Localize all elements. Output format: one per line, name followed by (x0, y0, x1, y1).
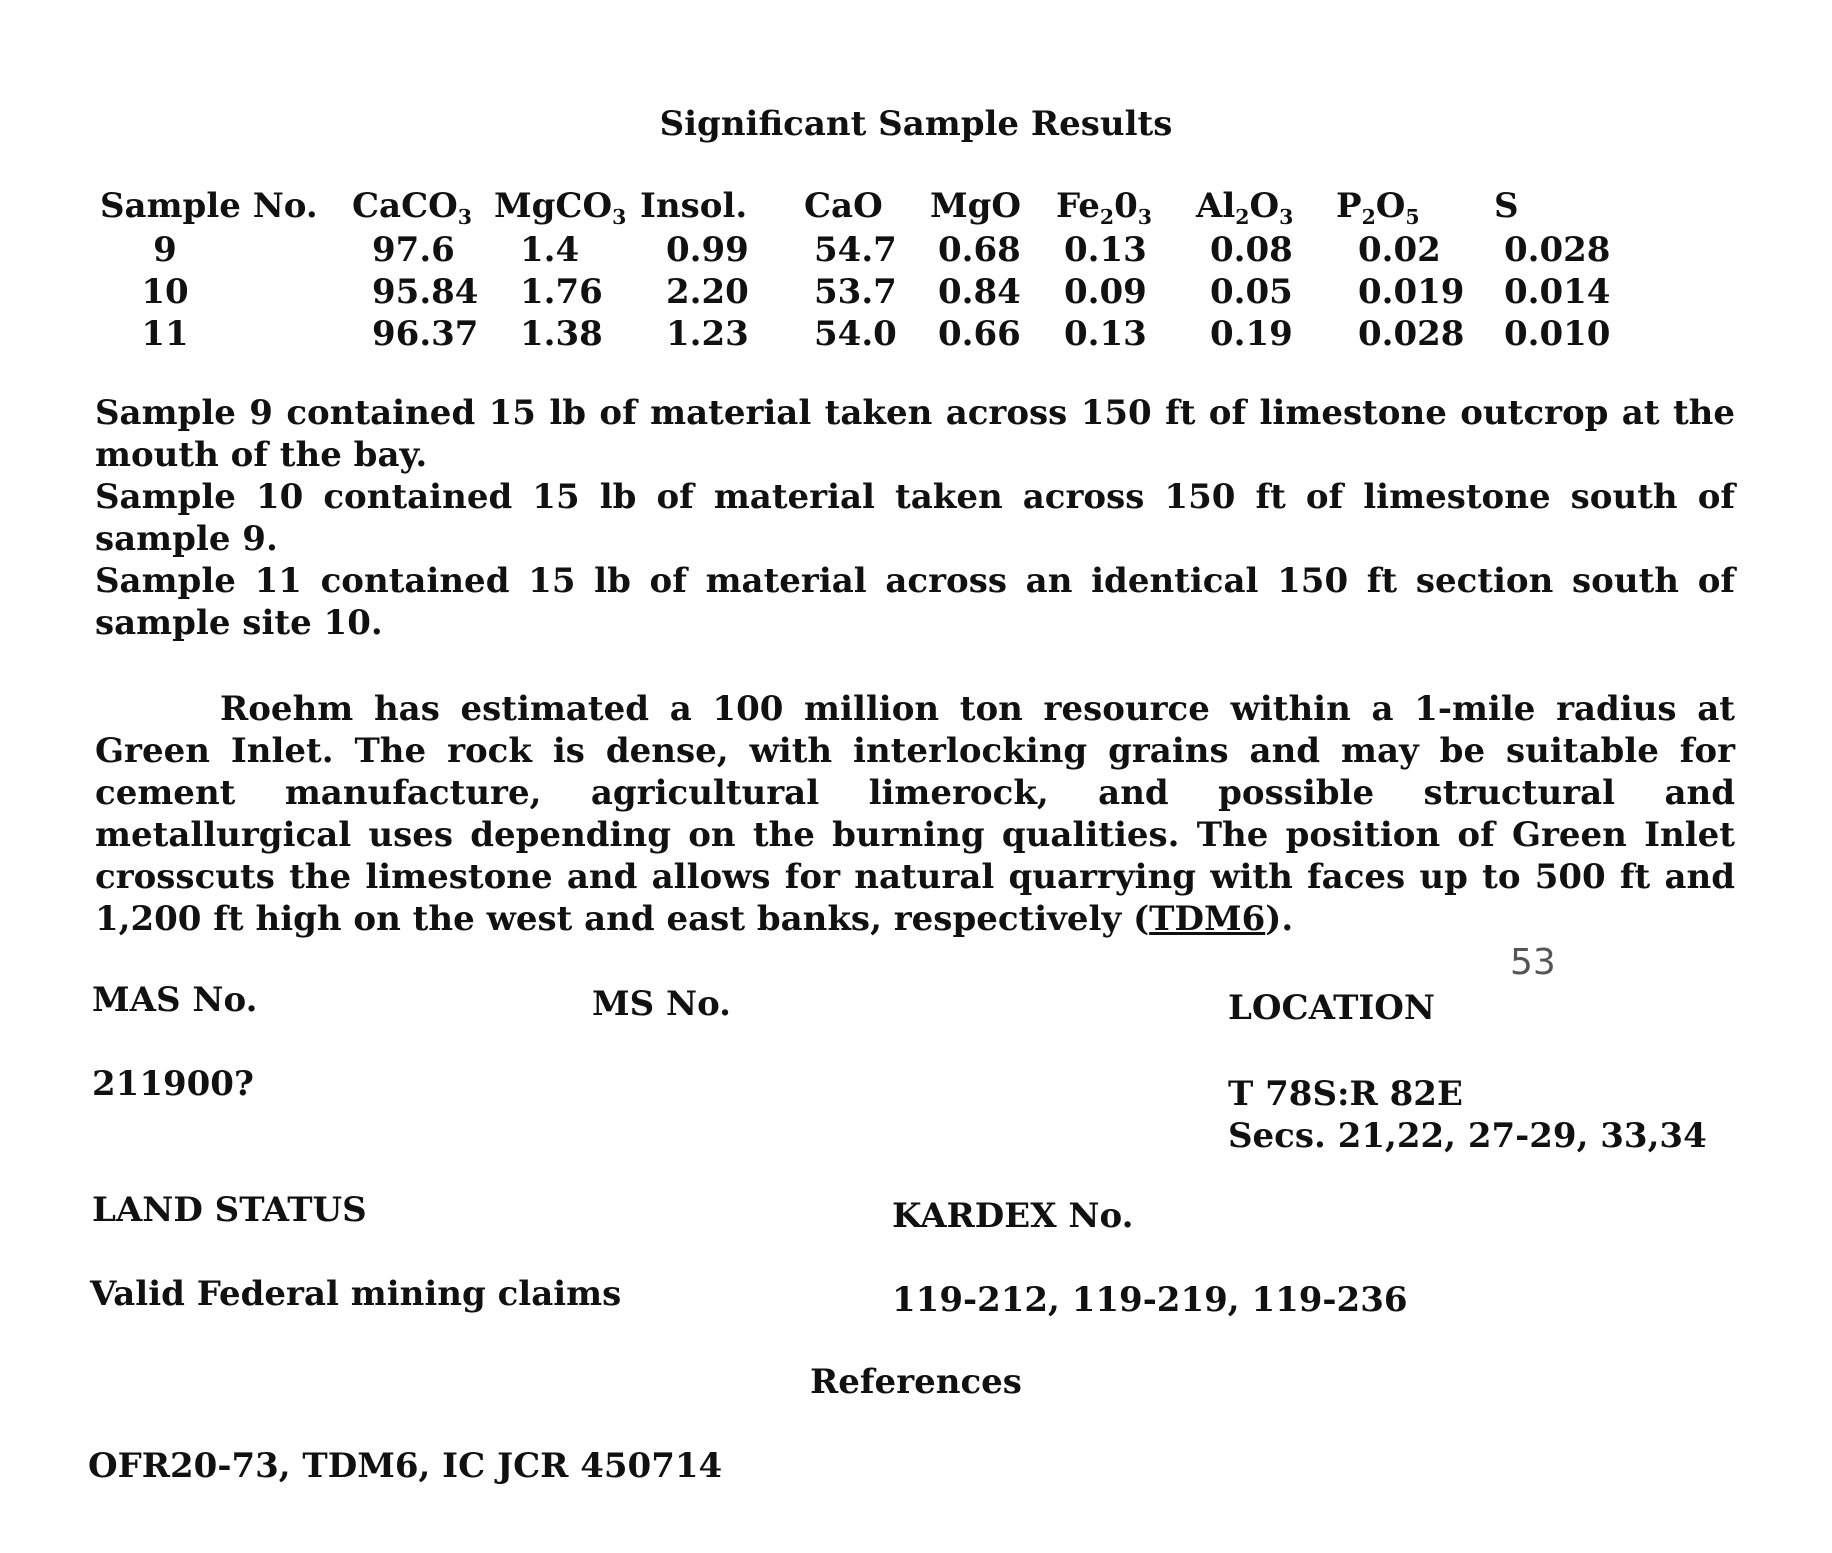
header-mgco3: MgCO$_3$ (494, 186, 627, 230)
cell-mgco3: 1.76 (520, 272, 603, 312)
cell-al2o3: 0.08 (1210, 230, 1293, 270)
cell-al2o3: 0.05 (1210, 272, 1293, 312)
mas-no-value: 211900? (92, 1064, 254, 1104)
cell-cao: 54.7 (814, 230, 897, 270)
header-s: S (1494, 186, 1519, 226)
cell-sample: 9 (153, 230, 177, 270)
cell-cao: 53.7 (814, 272, 897, 312)
cell-mgco3: 1.38 (520, 314, 603, 354)
cell-mgo: 0.68 (938, 230, 1021, 270)
ms-no-label: MS No. (592, 984, 732, 1024)
land-status-label: LAND STATUS (92, 1190, 367, 1230)
cell-fe2o3: 0.13 (1064, 314, 1147, 354)
cell-p2o5: 0.019 (1358, 272, 1465, 312)
sample-note: Sample 11 contained 15 lb of material across an identical 150 ft section south of sample site 10. (95, 561, 1735, 643)
header-al2o3: $Al_2O_3$ (1196, 186, 1294, 230)
mas-no-label: MAS No. (92, 980, 258, 1020)
references-heading: References (810, 1362, 1022, 1402)
handwritten-mark: 53 (1510, 942, 1556, 983)
header-cao: CaO (804, 186, 883, 226)
cell-insol: 0.99 (666, 230, 749, 270)
header-sample-no: Sample No. (100, 186, 318, 226)
location-sections: Secs. 21,22, 27-29, 33,34 (1228, 1116, 1707, 1156)
reference-tdm6: TDM6 (1149, 899, 1266, 939)
cell-al2o3: 0.19 (1210, 314, 1293, 354)
cell-caco3: 97.6 (372, 230, 455, 270)
cell-p2o5: 0.028 (1358, 314, 1465, 354)
header-mgo: MgO (930, 186, 1022, 226)
sample-note: Sample 10 contained 15 lb of material taken across 150 ft of limestone south of sample 9. (95, 477, 1735, 559)
resource-paragraph: Roehm has estimated a 100 million ton resource within a 1-mile radius at Green Inlet. The rock is dense, with interlocking grains and may be suitable for cement manufacture, agricultural limerock, and possible structural and metallurgical uses depending on the burning qualities. The position of Green Inlet crosscuts the limestone and allows for natural quarrying with faces up to 500 ft and 1,200 ft high on the west and east banks, respectively (TDM6). (95, 689, 1735, 939)
cell-insol: 1.23 (666, 314, 749, 354)
kardex-value: 119-212, 119-219, 119-236 (892, 1280, 1408, 1320)
cell-s: 0.010 (1504, 314, 1611, 354)
cell-fe2o3: 0.13 (1064, 230, 1147, 270)
header-p2o5: $P_2O_5$ (1336, 186, 1420, 230)
location-township: T 78S:R 82E (1228, 1074, 1463, 1114)
cell-p2o5: 0.02 (1358, 230, 1441, 270)
header-caco3: CaCO$_3$ (352, 186, 472, 230)
page-title: Significant Sample Results (659, 104, 1173, 144)
cell-cao: 54.0 (814, 314, 897, 354)
cell-sample: 10 (141, 272, 189, 312)
land-status-value: Valid Federal mining claims (90, 1274, 622, 1314)
header-insol: Insol. (640, 186, 748, 226)
cell-insol: 2.20 (666, 272, 749, 312)
references-list: OFR20-73, TDM6, IC JCR 450714 (88, 1446, 723, 1486)
sample-note: Sample 9 contained 15 lb of material taken across 150 ft of limestone outcrop at the mouth of the bay. (95, 393, 1735, 475)
header-fe2o3: $Fe_20_3$ (1056, 186, 1152, 230)
cell-s: 0.014 (1504, 272, 1611, 312)
cell-s: 0.028 (1504, 230, 1611, 270)
cell-caco3: 96.37 (372, 314, 479, 354)
cell-caco3: 95.84 (372, 272, 479, 312)
cell-fe2o3: 0.09 (1064, 272, 1147, 312)
kardex-label: KARDEX No. (892, 1196, 1134, 1236)
location-label: LOCATION (1228, 988, 1436, 1028)
cell-mgo: 0.84 (938, 272, 1021, 312)
cell-mgo: 0.66 (938, 314, 1021, 354)
sample-notes (95, 392, 1735, 644)
cell-mgco3: 1.4 (520, 230, 580, 270)
cell-sample: 11 (141, 314, 189, 354)
